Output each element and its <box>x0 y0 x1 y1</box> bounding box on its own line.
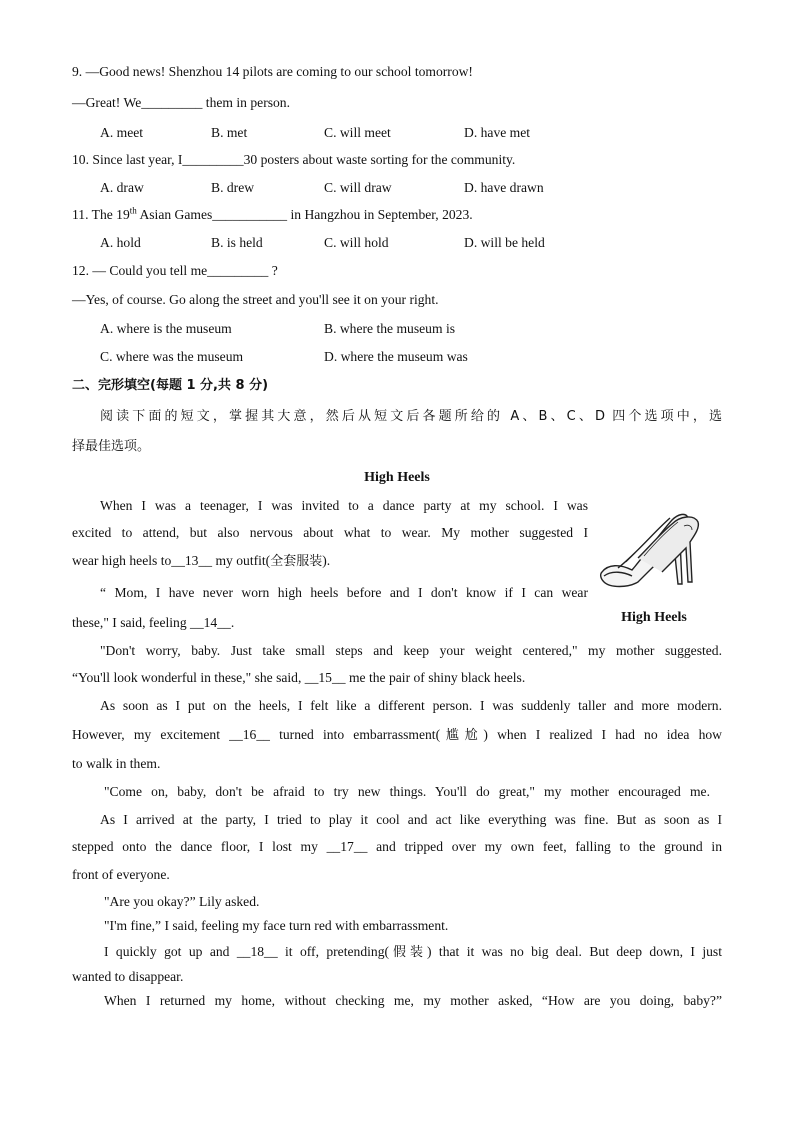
passage-line: front of everyone. <box>72 867 170 882</box>
q9-option-a: A. meet <box>100 125 144 140</box>
passage-line: I quickly got up and __18__ it off, pretending(假装) that it was no big deal. But deep down, I just <box>104 944 722 960</box>
q10-stem: 10. Since last year, I_________30 posters about waste sorting for the community. <box>72 152 516 167</box>
q9-option-c: C. will meet <box>324 125 391 140</box>
q12-option-b: B. where the museum is <box>324 321 456 336</box>
passage-line: these," I said, feeling __14__. <box>72 615 235 630</box>
q10-option-d: D. have drawn <box>464 180 544 195</box>
q10-option-b: B. drew <box>211 180 255 195</box>
q11-option-b: B. is held <box>211 235 263 250</box>
section-instruction-line2: 择最佳选项。 <box>72 439 151 454</box>
passage-line: stepped onto the dance floor, I lost my __17__ and tripped over my own feet, falling to the ground in <box>72 839 722 854</box>
q9-option-b: B. met <box>211 125 248 140</box>
q9-option-d: D. have met <box>464 125 531 140</box>
q9-stem: 9. —Good news! Shenzhou 14 pilots are coming to our school tomorrow! <box>72 64 473 79</box>
passage-line: wear high heels to__13__ my outfit(全套服装). <box>72 553 331 569</box>
q12-option-a: A. where is the museum <box>100 321 232 336</box>
section-heading: 二、完形填空(每题 1 分,共 8 分) <box>72 378 269 393</box>
passage-line: As I arrived at the party, I tried to play it cool and act like everything was fine. But as soon as I <box>100 812 722 827</box>
passage-line: "Don't worry, baby. Just take small steps and keep your weight centered," my mother suggested. <box>100 643 722 658</box>
q12-option-d: D. where the museum was <box>324 349 468 364</box>
passage-line: “You'll look wonderful in these," she said, __15__ me the pair of shiny black heels. <box>72 670 526 685</box>
q12-reply: —Yes, of course. Go along the street and you'll see it on your right. <box>72 292 439 307</box>
passage-line: to walk in them. <box>72 756 161 771</box>
q10-option-c: C. will draw <box>324 180 392 195</box>
passage-line: "I'm fine,” I said, feeling my face turn red with embarrassment. <box>104 918 449 933</box>
passage-line: As soon as I put on the heels, I felt like a different person. I was suddenly taller and more modern. <box>100 698 722 713</box>
passage-line: excited to attend, but also nervous about what to wear. My mother suggested I <box>72 525 588 540</box>
section-instruction-line1: 阅读下面的短文，掌握其大意，然后从短文后各题所给的 A、B、C、D 四个选项中，选 <box>100 409 722 424</box>
passage-line: “ Mom, I have never worn high heels before and I don't know if I can wear <box>100 585 588 600</box>
passage-line: When I was a teenager, I was invited to a dance party at my school. I was <box>100 498 588 513</box>
q11-option-c: C. will hold <box>324 235 389 250</box>
q10-option-a: A. draw <box>100 180 144 195</box>
passage-line: wanted to disappear. <box>72 969 184 984</box>
q9-reply: —Great! We_________ them in person. <box>72 95 290 110</box>
q12-stem: 12. — Could you tell me_________ ? <box>72 263 278 278</box>
passage-line: "Are you okay?” Lily asked. <box>104 894 260 909</box>
image-caption: High Heels <box>621 610 687 625</box>
q11-option-d: D. will be held <box>464 235 545 250</box>
q11-stem: 11. The 19th Asian Games___________ in Hangzhou in September, 2023. <box>72 205 473 222</box>
high-heel-shoes-icon <box>598 506 704 592</box>
passage-line: When I returned my home, without checking me, my mother asked, “How are you doing, baby?” <box>104 993 722 1008</box>
q11-option-a: A. hold <box>100 235 141 250</box>
passage-line: "Come on, baby, don't be afraid to try new things. You'll do great," my mother encouraged me. <box>104 784 710 799</box>
passage-title: High Heels <box>364 470 430 485</box>
q12-option-c: C. where was the museum <box>100 349 244 364</box>
passage-line: However, my excitement __16__ turned into embarrassment(尴尬) when I realized I had no idea how <box>72 727 722 743</box>
